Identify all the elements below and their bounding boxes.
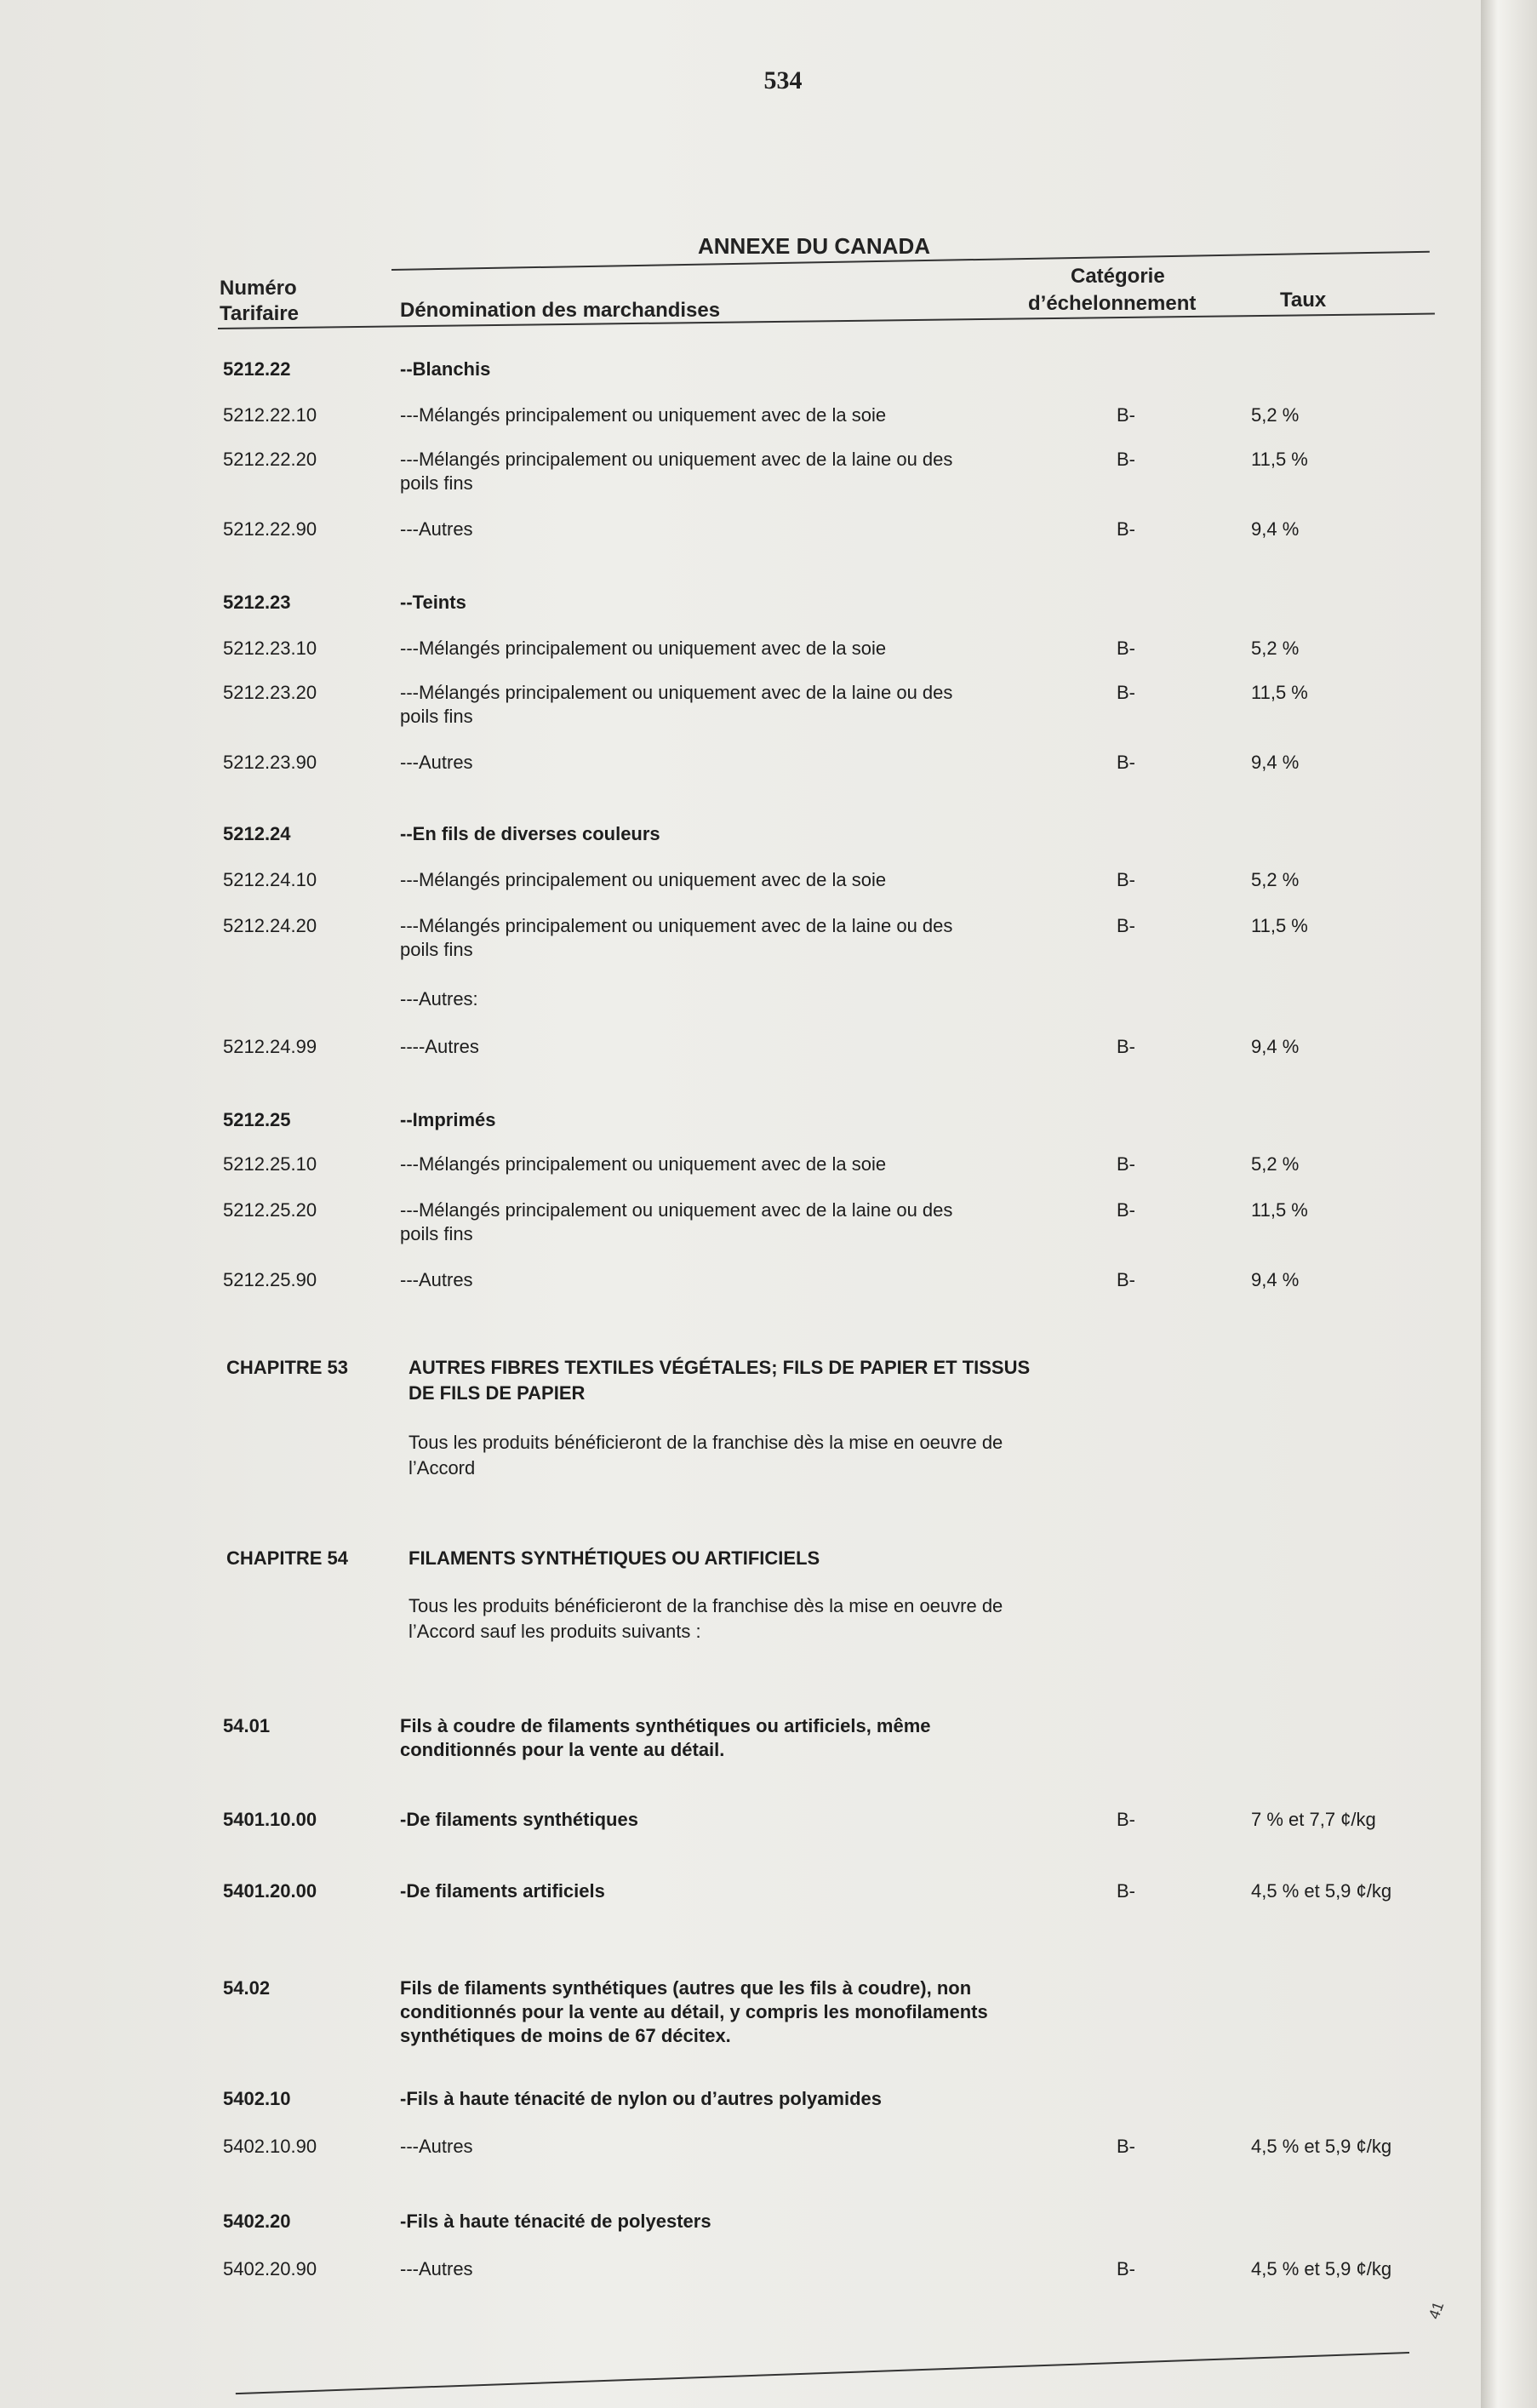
table-row: [0, 403, 1481, 455]
chapter-54-title: FILAMENTS SYNTHÉTIQUES OU ARTIFICIELS: [409, 1547, 820, 1569]
row-category: B-: [1117, 1880, 1135, 1902]
row-rate: 7 % et 7,7 ¢/kg: [1251, 1809, 1376, 1830]
table-row: [0, 1108, 1481, 1159]
row-rate: 5,2 %: [1251, 404, 1300, 426]
row-code: 5212.25.10: [223, 1153, 317, 1175]
row-rate: 11,5 %: [1251, 682, 1308, 703]
row-code: 5212.23.90: [223, 752, 317, 773]
header-tariff-number-1: Numéro: [220, 277, 297, 300]
header-rate: Taux: [1280, 289, 1327, 312]
row-category: B-: [1117, 1269, 1135, 1290]
row-category: B-: [1117, 682, 1135, 703]
table-row: [0, 1714, 1481, 1765]
row-description: ---Autres: [400, 518, 473, 540]
chapter-53-title: AUTRES FIBRES TEXTILES VÉGÉTALES; FILS DE PAPIER ET TISSUS DE FILS DE PAPIER: [409, 1357, 1031, 1404]
row-description: ---Autres: [400, 1269, 473, 1290]
table-row: [0, 822, 1481, 873]
chapter-53-note: Tous les produits bénéficieront de la franchise dès la mise en oeuvre de l’Accord: [409, 1432, 1003, 1479]
row-code: 5212.22: [223, 358, 291, 380]
table-row: [0, 1808, 1481, 1859]
row-category: B-: [1117, 449, 1135, 470]
row-category: B-: [1117, 638, 1135, 659]
header-description: Dénomination des marchandises: [400, 299, 721, 322]
table-row: [0, 591, 1481, 642]
row-code: 54.01: [223, 1715, 271, 1736]
header-tariff-number-2: Tarifaire: [220, 302, 299, 325]
row-description: ---Mélangés principalement ou uniquement avec de la laine ou des poils fins: [400, 915, 953, 960]
row-code: 5212.23: [223, 592, 291, 613]
row-description: -Fils à haute ténacité de nylon ou d’autres polyamides: [400, 2088, 883, 2109]
row-description: ---Mélangés principalement ou uniquement avec de la soie: [400, 1153, 887, 1175]
row-code: 5402.20: [223, 2211, 291, 2232]
row-rate: 11,5 %: [1251, 915, 1308, 936]
row-rate: 9,4 %: [1251, 1269, 1300, 1290]
table-row: [0, 2257, 1481, 2308]
row-code: 5402.10.90: [223, 2136, 317, 2157]
row-code: 5212.23.20: [223, 682, 317, 703]
row-description: ---Mélangés principalement ou uniquement avec de la soie: [400, 638, 887, 659]
row-description: ---Mélangés principalement ou uniquement avec de la laine ou des poils fins: [400, 449, 953, 494]
table-row: [0, 914, 1481, 965]
header-category-1: Catégorie: [1071, 265, 1165, 288]
row-category: B-: [1117, 915, 1135, 936]
row-description: ----Autres: [400, 1036, 479, 1057]
row-code: 5212.24: [223, 823, 291, 844]
row-rate: 9,4 %: [1251, 518, 1300, 540]
row-category: B-: [1117, 404, 1135, 426]
table-row: [0, 2135, 1481, 2186]
row-description: -De filaments artificiels: [400, 1880, 605, 1902]
row-description: ---Autres: [400, 2136, 473, 2157]
row-rate: 4,5 % et 5,9 ¢/kg: [1251, 2136, 1392, 2157]
row-description: --Imprimés: [400, 1109, 496, 1130]
row-code: 5212.22.20: [223, 449, 317, 470]
table-row: [0, 751, 1481, 802]
annex-title: ANNEXE DU CANADA: [698, 233, 931, 259]
row-rate: 5,2 %: [1251, 638, 1300, 659]
row-rate: 5,2 %: [1251, 1153, 1300, 1175]
row-description: --Teints: [400, 592, 466, 613]
chapter-54-note: Tous les produits bénéficieront de la franchise dès la mise en oeuvre de l’Accord sauf les produits suivants :: [409, 1595, 1003, 1642]
row-rate: 9,4 %: [1251, 1036, 1300, 1057]
page-number: 534: [763, 66, 803, 94]
row-description: Fils à coudre de filaments synthétiques ou artificiels, même conditionnés pour la vente au détail.: [400, 1715, 931, 1760]
row-code: 5402.20.90: [223, 2258, 317, 2279]
row-description: ---Autres: [400, 2258, 473, 2279]
row-description: ---Mélangés principalement ou uniquement avec de la laine ou des poils fins: [400, 682, 953, 727]
row-code: 5212.25.20: [223, 1199, 317, 1221]
table-row: [0, 987, 1481, 1038]
row-category: B-: [1117, 1199, 1135, 1221]
row-code: 5212.24.20: [223, 915, 317, 936]
row-category: B-: [1117, 1153, 1135, 1175]
row-category: B-: [1117, 518, 1135, 540]
row-code: 5212.22.90: [223, 518, 317, 540]
row-description: ---Mélangés principalement ou uniquement avec de la laine ou des poils fins: [400, 1199, 953, 1244]
table-row: [0, 681, 1481, 732]
row-category: B-: [1117, 2136, 1135, 2157]
row-category: B-: [1117, 1036, 1135, 1057]
row-rate: 4,5 % et 5,9 ¢/kg: [1251, 1880, 1392, 1902]
row-description: Fils de filaments synthétiques (autres que les fils à coudre), non conditionnés pour la vente au détail, y compris les monofilaments synthétiques de moins de 67 décitex.: [400, 1977, 988, 2046]
row-code: 5212.23.10: [223, 638, 317, 659]
table-row: [0, 2210, 1481, 2261]
corner-mark: 41: [1425, 2299, 1448, 2322]
row-code: 5401.20.00: [223, 1880, 317, 1902]
table-row: [0, 357, 1481, 409]
row-code: 5212.22.10: [223, 404, 317, 426]
row-code: 54.02: [223, 1977, 271, 1999]
row-code: 5212.24.99: [223, 1036, 317, 1057]
header-category-2: d’échelonnement: [1028, 292, 1197, 315]
table-row: [0, 1268, 1481, 1319]
row-code: 5212.25.90: [223, 1269, 317, 1290]
row-description: -De filaments synthétiques: [400, 1809, 638, 1830]
row-code: 5402.10: [223, 2088, 291, 2109]
row-code: 5212.25: [223, 1109, 291, 1130]
row-rate: 11,5 %: [1251, 449, 1308, 470]
table-row: [0, 518, 1481, 569]
table-row: [0, 2087, 1481, 2138]
chapter-53-code: CHAPITRE 53: [226, 1357, 349, 1378]
chapter-54-code: CHAPITRE 54: [226, 1547, 349, 1569]
row-code: 5212.24.10: [223, 869, 317, 890]
table-row: [0, 637, 1481, 688]
row-code: 5401.10.00: [223, 1809, 317, 1830]
row-rate: 9,4 %: [1251, 752, 1300, 773]
row-description: -Fils à haute ténacité de polyesters: [400, 2211, 711, 2232]
row-description: --En fils de diverses couleurs: [400, 823, 660, 844]
row-rate: 5,2 %: [1251, 869, 1300, 890]
page-edge: [1481, 0, 1537, 2408]
table-row: [0, 868, 1481, 919]
row-rate: 4,5 % et 5,9 ¢/kg: [1251, 2258, 1392, 2279]
row-description: ---Autres:: [400, 988, 478, 1010]
row-category: B-: [1117, 2258, 1135, 2279]
row-description: ---Autres: [400, 752, 473, 773]
row-description: ---Mélangés principalement ou uniquement avec de la soie: [400, 404, 887, 426]
row-category: B-: [1117, 869, 1135, 890]
table-row: [0, 1976, 1481, 2046]
table-row: [0, 1153, 1481, 1204]
row-description: ---Mélangés principalement ou uniquement avec de la soie: [400, 869, 887, 890]
table-row: [0, 1198, 1481, 1250]
row-category: B-: [1117, 1809, 1135, 1830]
table-row: [0, 1879, 1481, 1930]
row-description: --Blanchis: [400, 358, 491, 380]
row-rate: 11,5 %: [1251, 1199, 1308, 1221]
row-category: B-: [1117, 752, 1135, 773]
table-row: [0, 1035, 1481, 1086]
table-row: [0, 448, 1481, 499]
